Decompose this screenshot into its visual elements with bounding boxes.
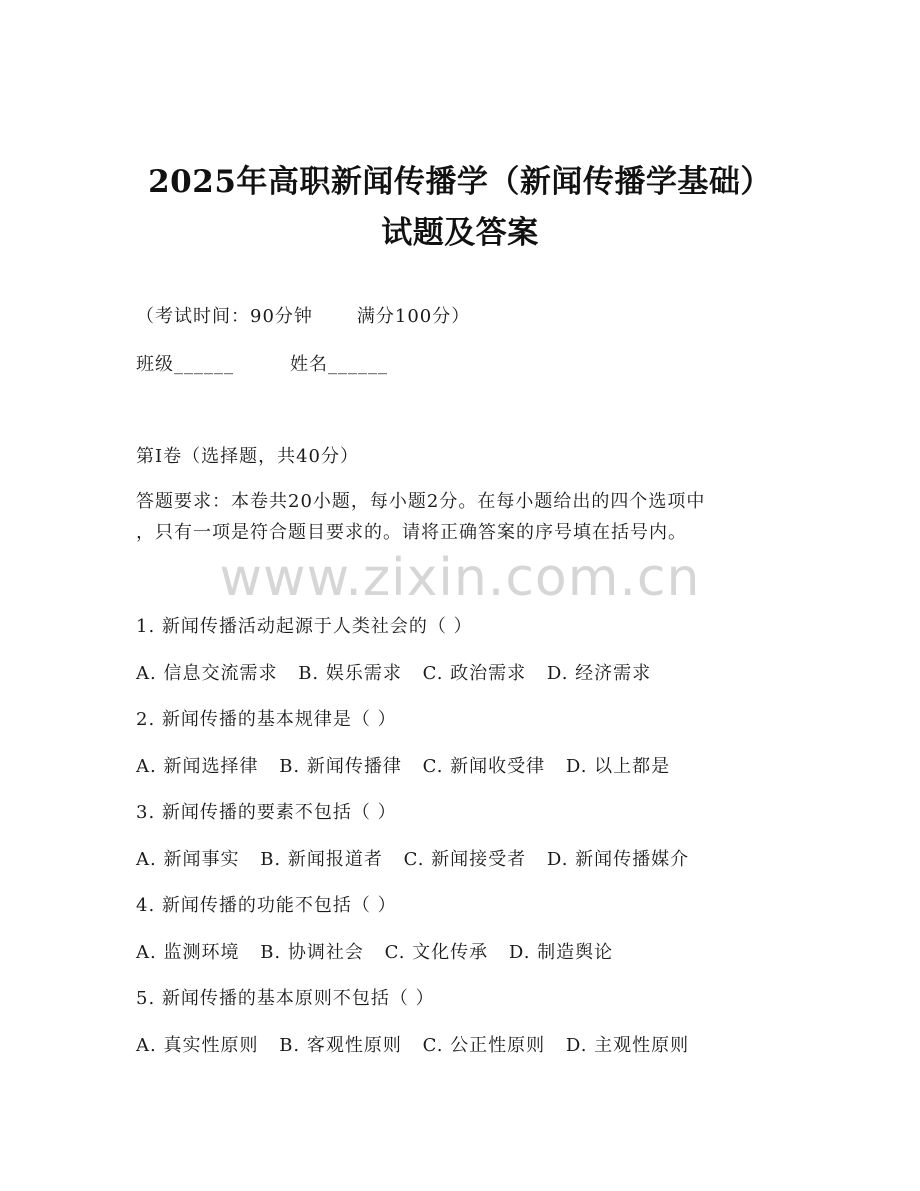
option-d: D. 经济需求 — [546, 663, 652, 684]
name-field: 姓名______ — [290, 354, 388, 375]
option-a: A. 新闻事实 — [136, 849, 240, 870]
option-d: D. 新闻传播媒介 — [546, 849, 690, 870]
option-a: A. 新闻选择律 — [136, 756, 259, 777]
option-b: B. 客观性原则 — [279, 1035, 402, 1056]
option-c: C. 文化传承 — [384, 942, 489, 963]
question-stem: 3. 新闻传播的要素不包括（ ） — [136, 802, 397, 823]
question-options — [136, 938, 627, 964]
option-b: B. 新闻报道者 — [260, 849, 383, 870]
question-options — [136, 845, 703, 871]
option-c: C. 新闻收受律 — [422, 756, 546, 777]
watermark: www.zixin.com.cn — [219, 548, 701, 608]
option-d: D. 以上都是 — [565, 756, 671, 777]
instructions-line2: ，只有一项是符合题目要求的。请将正确答案的序号填在括号内。 — [136, 522, 687, 543]
question-options — [136, 659, 665, 685]
exam-info — [136, 302, 470, 328]
option-b: B. 娱乐需求 — [298, 663, 402, 684]
option-a: A. 信息交流需求 — [136, 663, 278, 684]
section-title: 第I卷（选择题，共40分） — [136, 446, 360, 467]
question-stem: 1. 新闻传播活动起源于人类社会的（ ） — [136, 616, 473, 637]
question-stem: 4. 新闻传播的功能不包括（ ） — [136, 895, 397, 916]
option-a: A. 真实性原则 — [136, 1035, 259, 1056]
option-c: C. 公正性原则 — [422, 1035, 546, 1056]
document-title-line1: 2025年高职新闻传播学（新闻传播学基础） — [148, 164, 772, 200]
question-stem: 2. 新闻传播的基本规律是（ ） — [136, 709, 397, 730]
question-options — [136, 1031, 703, 1057]
document-title-line2: 试题及答案 — [381, 215, 539, 251]
class-field: 班级______ — [136, 354, 234, 375]
student-fields — [136, 350, 388, 376]
option-c: C. 政治需求 — [422, 663, 527, 684]
question-stem: 5. 新闻传播的基本原则不包括（ ） — [136, 988, 435, 1009]
option-d: D. 制造舆论 — [508, 942, 614, 963]
instructions-line1: 答题要求：本卷共20小题，每小题2分。在每小题给出的四个选项中 — [136, 491, 706, 512]
option-b: B. 新闻传播律 — [279, 756, 402, 777]
option-d: D. 主观性原则 — [565, 1035, 690, 1056]
option-b: B. 协调社会 — [260, 942, 364, 963]
exam-score: 满分100分） — [356, 306, 471, 327]
exam-time: （考试时间：90分钟 — [136, 306, 313, 327]
question-options — [136, 752, 684, 778]
option-c: C. 新闻接受者 — [403, 849, 527, 870]
option-a: A. 监测环境 — [136, 942, 240, 963]
